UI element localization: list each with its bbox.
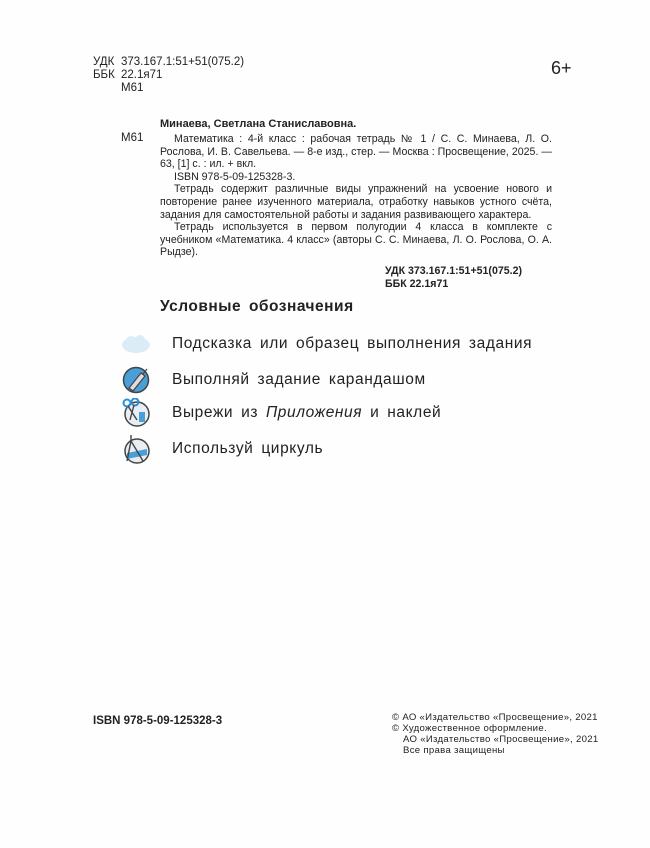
footer-isbn: ISBN 978-5-09-125328-3 (93, 715, 223, 727)
copyright-line: © АО «Издательство «Просвещение», 2021 (392, 712, 598, 723)
legend-title: Условные обозначения (160, 298, 354, 315)
bbk-label: ББК (93, 69, 115, 81)
record-isbn: ISBN 978-5-09-125328-3. (174, 170, 296, 183)
legend-item-compass (120, 434, 323, 464)
record-bbk: ББК 22.1я71 (385, 277, 449, 290)
record-udk: УДК 373.167.1:51+51(075.2) (385, 264, 522, 277)
age-rating: 6+ (551, 58, 572, 78)
scissors-glue-icon (120, 398, 152, 428)
record-annotation-1: Тетрадь содержит различные виды упражнений на усвоение нового и повторение ранее изученного материала, отработку навыков устного счёта, задания для самостоятельной работы и задания развивающего характера. (160, 183, 552, 221)
legend-text-part: и наклей (362, 404, 442, 421)
record-annotation-2: Тетрадь используется в первом полугодии 4 класса в комплекте с учебником «Математика. 4 класс» (авторы С. С. Минаева, Л. О. Рослова, О. А. Рыдзе). (160, 221, 552, 259)
author-mark: М61 (121, 82, 144, 94)
legend-text: Используй циркуль (172, 440, 324, 457)
udk-label: УДК (93, 56, 115, 68)
legend-text (172, 404, 441, 422)
cloud-icon (120, 329, 152, 359)
bibliographic-record (160, 133, 552, 291)
bbk-value: 22.1я71 (121, 69, 163, 81)
copyright-line: АО «Издательство «Просвещение», 2021 (403, 734, 599, 745)
legend-text-italic: Приложения (265, 404, 363, 421)
record-description: Математика : 4-й класс : рабочая тетрадь № 1 / С. С. Минаева, Л. О. Рослова, И. В. Савельева. — 8-е изд., стер. — Москва : Просвещение, 2025. — 63, [1] с. : ил. + вкл. (160, 133, 552, 171)
legend-item-cut-paste (120, 398, 441, 428)
legend-item-hint (120, 329, 532, 359)
record-codes (160, 265, 552, 291)
record-author: Минаева, Светлана Станиславовна. (160, 118, 357, 130)
pencil-icon (120, 365, 152, 395)
compass-icon (120, 434, 152, 464)
record-mark: М61 (121, 132, 144, 144)
copyright-line: Все права защищены (403, 745, 505, 756)
copyright-block (392, 712, 598, 756)
legend-text: Выполняй задание карандашом (172, 371, 426, 388)
legend-text-part: Вырежи из (172, 404, 266, 421)
legend-item-pencil (120, 365, 426, 395)
legend-text: Подсказка или образец выполнения задания (172, 335, 533, 352)
udk-value: 373.167.1:51+51(075.2) (121, 56, 245, 68)
copyright-line: © Художественное оформление. (392, 723, 547, 734)
